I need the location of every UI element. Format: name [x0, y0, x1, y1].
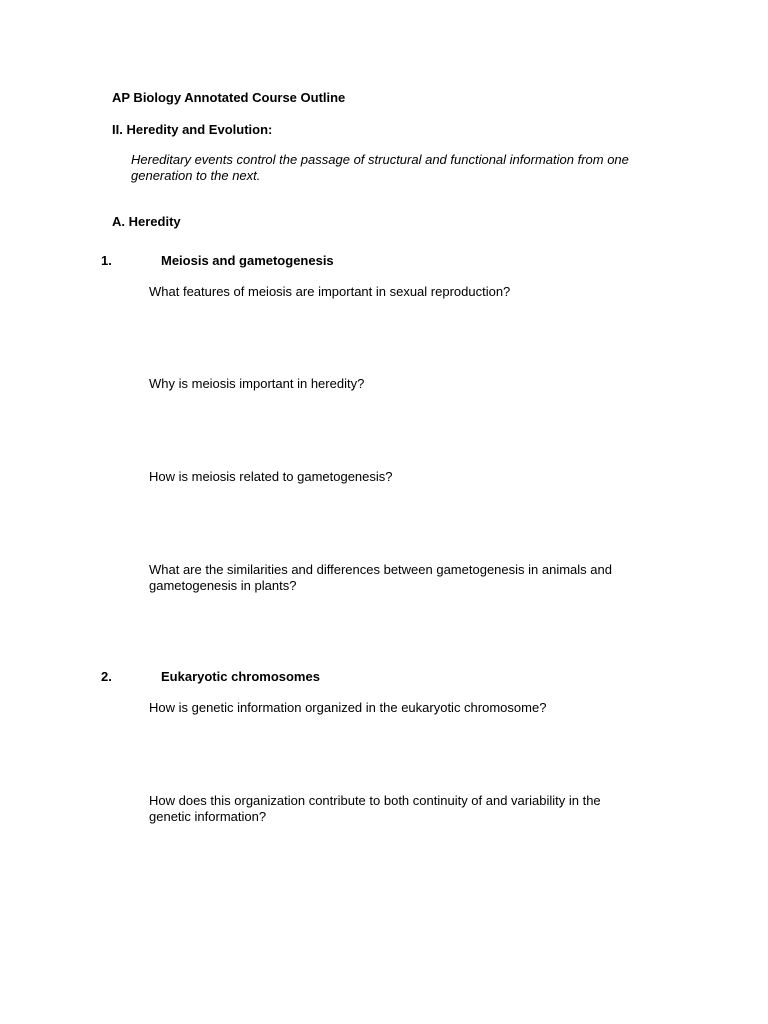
question: What features of meiosis are important in sexual reproduction?	[149, 284, 511, 299]
question: Why is meiosis important in heredity?	[149, 376, 365, 391]
question: How is genetic information organized in the eukaryotic chromosome?	[149, 700, 547, 715]
subsection-heading: A. Heredity	[112, 214, 181, 229]
section-intro: Hereditary events control the passage of structural and functional information from one generation to the next.	[131, 152, 629, 183]
topic-title: Eukaryotic chromosomes	[161, 669, 320, 684]
question: What are the similarities and differences between gametogenesis in animals and gametogenesis in plants?	[149, 562, 612, 593]
topic-number: 1.	[101, 253, 112, 268]
section-heading: II. Heredity and Evolution:	[112, 122, 273, 137]
document-title: AP Biology Annotated Course Outline	[112, 90, 346, 105]
topic-title: Meiosis and gametogenesis	[161, 253, 334, 268]
question: How does this organization contribute to both continuity of and variability in the genetic information?	[149, 793, 601, 824]
topic-number: 2.	[101, 669, 112, 684]
question: How is meiosis related to gametogenesis?	[149, 469, 393, 484]
